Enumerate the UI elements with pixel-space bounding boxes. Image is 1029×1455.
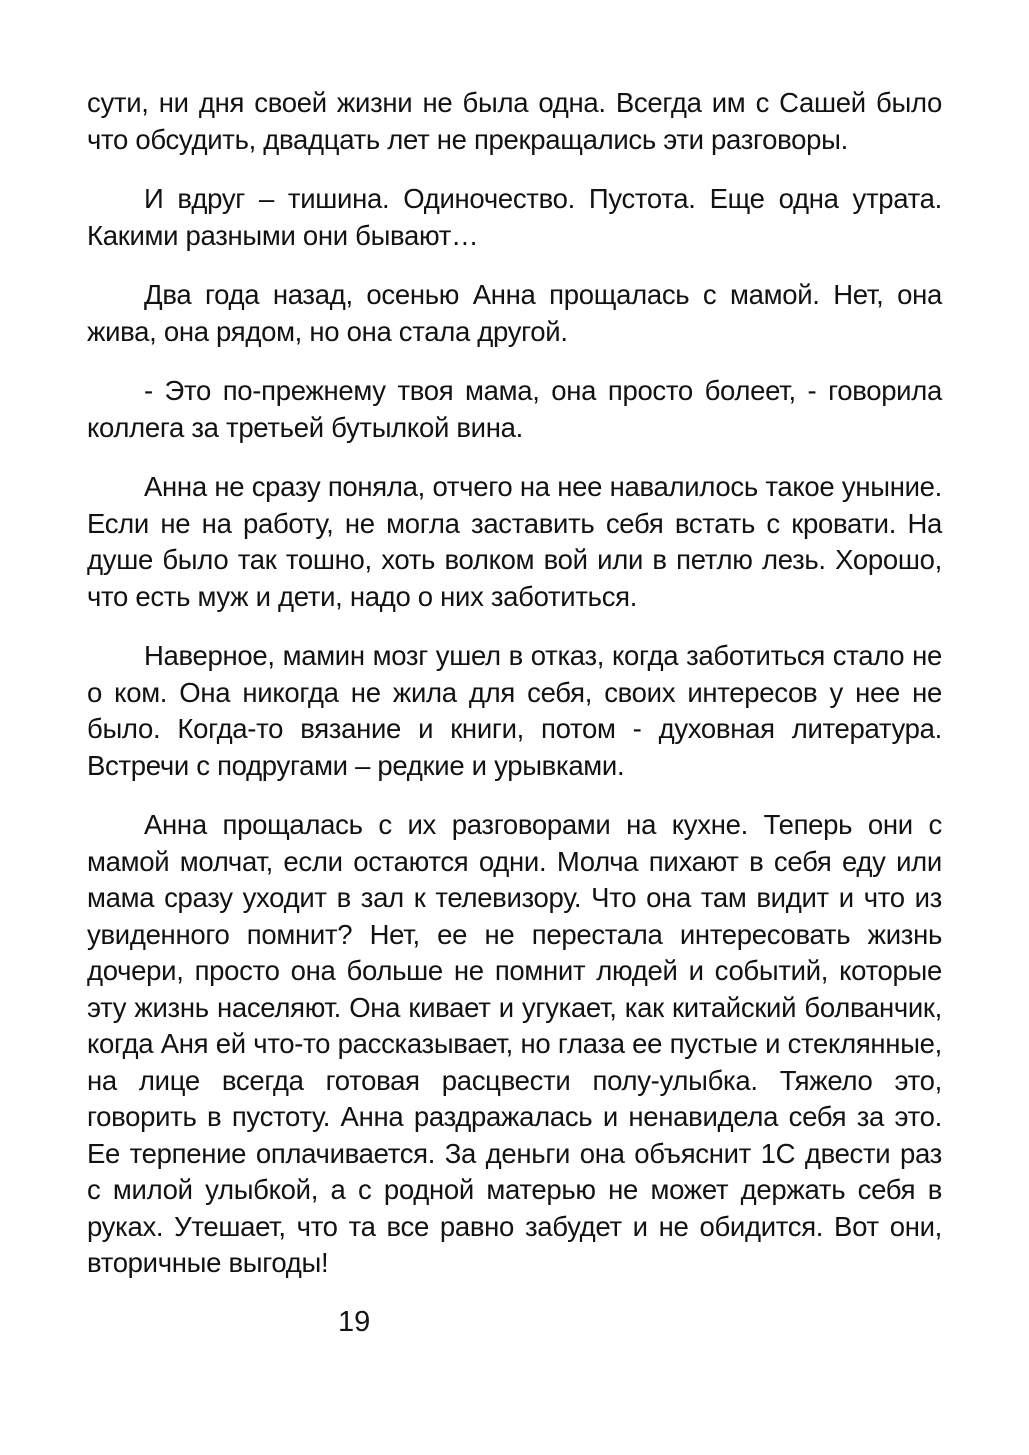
paragraph: Анна прощалась с их разговорами на кухне. Теперь они с мамой молчат, если остаются одни. Молча пихают в себя еду или мама сразу уходит в зал к телевизору. Что она там видит и что из увиденного помнит? Нет, ее не перестала интересовать жизнь дочери, просто она больше не помнит людей и событий, которые эту жизнь населяют. Она кивает и угукает, как китайский болванчик, когда Аня ей что-то рассказывает, но глаза ее пустые и стеклянные, на лице всегда готовая расцвести полу-улыбка. Тяжело это, говорить в пустоту. Анна раздражалась и ненавидела себя за это. Ее терпение оплачивается. За деньги она объяснит 1С двести раз с милой улыбкой, а с родной матерью не может держать себя в руках. Утешает, что та все равно забудет и не обидится. Вот они, вторичные выгоды! [87,809,942,1278]
paragraph: - Это по-прежнему твоя мама, она просто болеет, - говорила коллега за третьей бутылкой вина. [87,375,942,443]
page-text-block [87,85,942,1282]
paragraph: Наверное, мамин мозг ушел в отказ, когда заботиться стало не о ком. Она никогда не жила для себя, своих интересов у нее не было. Когда-то вязание и книги, потом - духовная литература. Встречи с подругами – редкие и урывками. [87,640,942,781]
page-number: 19 [338,1306,371,1338]
paragraph: И вдруг – тишина. Одиночество. Пустота. Еще одна утрата. Какими разными они бывают… [87,183,942,251]
paragraph: Анна не сразу поняла, отчего на нее навалилось такое уныние. Если не на работу, не могла заставить себя встать с кровати. На душе было так тошно, хоть волком вой или в петлю лезь. Хорошо, что есть муж и дети, надо о них заботиться. [87,471,942,612]
paragraph: Два года назад, осенью Анна прощалась с мамой. Нет, она жива, она рядом, но она стала другой. [87,279,942,347]
paragraph-continuation: сути, ни дня своей жизни не была одна. Всегда им с Сашей было что обсудить, двадцать лет не прекращались эти разговоры. [87,87,942,155]
